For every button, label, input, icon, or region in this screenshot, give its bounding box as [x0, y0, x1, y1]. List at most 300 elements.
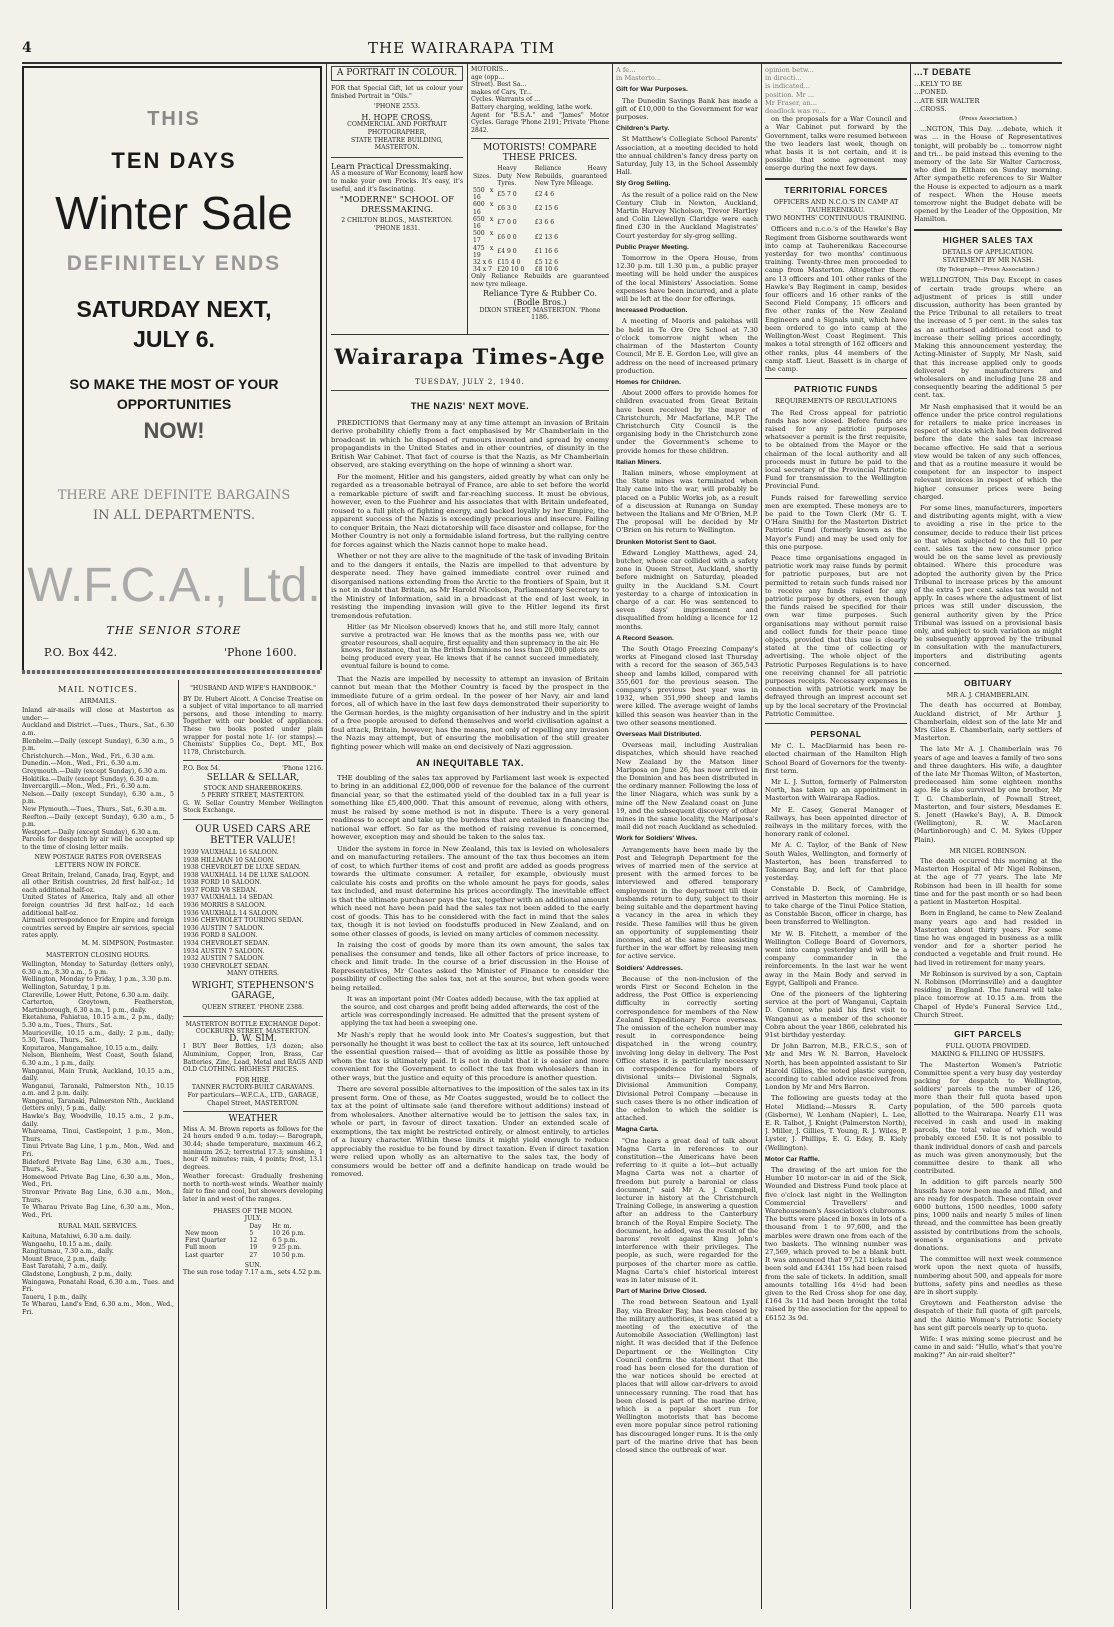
winter-sale-advert — [22, 66, 322, 674]
ad-tagline: THE SENIOR STORE — [106, 624, 242, 637]
tyre-cell: £15 4 0 — [497, 258, 521, 266]
closing-line: Eketahuna, Pahiatua, 10.15 a.m., 2 p.m., daily; 5.30 a.m., Tues., Thurs., Sat. — [22, 1014, 174, 1029]
tyre-cell: £2 15 6 — [534, 204, 558, 212]
news-paragraph: A meeting of Maoris and pakehas will be held in Te Ore Ore School at 7.30 o'clock tomorrow night when the chairman of the Masterton County Council, Mr E. E. Gordon Lee, will give an address on the need of increased primary production. — [616, 317, 758, 375]
press-association-credit: (Press Association.) — [959, 116, 1017, 123]
overseas-line: Airmail correspondence for Empire and foreign countries served by Empire air services, special rates apply. — [22, 917, 174, 940]
news-paragraph: Italian miners, whose employment at the State mines was terminated when Italy came into the war, will probably be placed on a Public Works job, as a result of a discussion at Runanga on Sunday between the Italians and Mr O'Brien, M.P. The proposal will be decided by Mr O'Brien on his return to Wellington. — [616, 468, 758, 535]
rural-line: Mount Bruce, 2 p.m., daily. — [22, 1255, 107, 1263]
postmaster-signature: M. M. SIMPSON, Postmaster. — [81, 940, 174, 947]
news-subhead: Gift for War Purposes. — [616, 86, 688, 94]
rural-line: Wangaehu, 10.15 a.m., daily. — [22, 1240, 113, 1248]
closing-line: Te Wharau Private Bag Line, 6.30 a.m., Mon., Wed., Fri. — [22, 1204, 174, 1219]
car-listing: 1938 CHEVROLET DE LUXE SEDAN. — [183, 864, 301, 872]
car-listing: 1934 CHEVROLET SEDAN. — [183, 940, 270, 948]
news-subhead: Part of Marine Drive Closed. — [616, 1288, 707, 1296]
column-rule — [910, 64, 911, 1609]
moon-cell: 19 — [249, 1244, 258, 1252]
territorial-headline: TERRITORIAL FORCES — [784, 184, 888, 195]
closing-line: Wellington, Saturday, 1 p.m. — [22, 983, 111, 991]
rural-line: Te Wharau, Land's End, 6.30 a.m., Mon., Wed., Fri. — [22, 1301, 174, 1316]
news-paragraph: The committee will next week commence work upon the next quota of hussifs, numbering about 500, and appeals for more buttons, safety pins and needles as these are in short supply. — [914, 1255, 1062, 1297]
bottle-exchange-title: MASTERTON BOTTLE EXCHANGE Depot: — [185, 1020, 321, 1028]
news-paragraph: Mr E. Casey, General Manager of Railways, has been appointed director of railways in the military forces, with the honorary rank of colonel. — [765, 805, 907, 839]
news-paragraph: Edward Longley Matthews, aged 24, butcher, whose car collided with a safety zone in Queen Street, Auckland, shortly before midnight on Saturday, pleaded guilty in the Auckland S.M. Court yesterday to a charge of intoxication in charge of a car. He was sentenced to seven days' imprisonment and disqualified from holding a licence for 12 months. — [616, 548, 758, 631]
rural-line: Gladstone, Longbush, 2 p.m., daily. — [22, 1270, 133, 1278]
news-column-6 — [914, 66, 1062, 1608]
moon-cell: 5 — [249, 1230, 254, 1238]
obituary-subhead: MR NIGEL ROBINSON. — [949, 846, 1027, 855]
news-paragraph: Funds raised for farewelling service men are exempted. These moneys are to be paid to the Town Clerk (Mr G. T. O'Hara Smith) for the Masterton District Patriotic Fund (formerly known as the Mayor's Fund) and may be used only for this one purpose. — [765, 493, 907, 551]
news-paragraph: Mr C. L. MacDiarmid has been re-elected chairman of the Hamilton High School Board of Governors for the twenty-first term. — [765, 742, 907, 775]
news-paragraph: Dr John Barron, M.B., F.R.C.S., son of Mr and Mrs W. N. Barron, Havelock North, has been appointed assistant to Sir Harold Gillies, the noted plastic surgeon, according to cabled advice received from London by Mr and Mrs Barron. — [765, 1042, 907, 1092]
column-rule — [761, 64, 762, 1609]
tyre-cell: £6 0 0 — [497, 233, 517, 241]
editorial-column — [331, 396, 609, 1608]
debate-subhead: ...ATE SIR WALTER — [914, 96, 980, 105]
moon-table-header — [183, 1223, 323, 1230]
moderne-address: 2 CHILTON BLDGS., MASTERTON. 'PHONE 1831. — [341, 217, 453, 232]
airmail-line: Christchurch.—Mon., Wed., Fri., 6.30 a.m. — [22, 752, 156, 760]
news-subhead: Soldiers' Addresses. — [616, 964, 683, 972]
news-subhead: Magna Carta. — [616, 1126, 659, 1134]
tyre-cell: 32 x 6 — [473, 258, 492, 266]
car-listing: 1932 AUSTIN 7 SALOON. — [183, 955, 265, 963]
personal-headline: PERSONAL — [810, 729, 862, 740]
car-listing: 1938 HILLMAN 10 SALOON. — [183, 856, 275, 864]
dressmaking-title: Learn Practical Dressmaking. — [331, 161, 452, 171]
closing-line: Wellington, Monday to Saturday (letters only), 6.30 a.m., 8.30 a.m., 5 p.m. — [22, 961, 174, 976]
debate-subhead: ...PONED. — [914, 88, 948, 97]
closing-line: Mauriceville, 10.15 a.m., daily; 2 p.m., daily; 5.30, Tues., Thurs., Sat. — [22, 1029, 174, 1045]
airmails-heading: AIRMAILS. — [79, 696, 117, 705]
moon-cell: First Quarter — [185, 1237, 227, 1245]
rural-mail-title: RURAL MAIL SERVICES. — [58, 1223, 138, 1231]
news-subhead: Sly Grog Selling. — [616, 180, 671, 188]
debate-subhead: ...KELY TO BE — [914, 80, 962, 89]
tyre-row — [471, 187, 609, 201]
fragment-line: in directi... — [765, 74, 802, 83]
sellar-line: STOCK AND SHAREBROKERS. — [203, 784, 303, 792]
ad-line-make-most: SO MAKE THE MOST OF YOUR — [69, 376, 279, 392]
car-listing: 1937 VAUXHALL 14 SEDAN. — [183, 894, 274, 902]
news-paragraph: For some lines, manufacturers, importers and distributing agents might, with a view to avoiding a rise in the price to the consumer, decide to reduce their list prices so that when subjected to the full 10 per cent. sales tax the new consumer price would be on the same level as previously obtained. Where this procedure was adopted the authority given by the Price Tribunal to increase prices by the amount of the extra 5 per cent. sales tax would not apply. In cases where the adjustment of list prices was still under discussion, the general authority given by the Price Tribunal was issued on a provisional basis only, and subject to such variation as might be subsequently approved by the tribunal in consultation with the manufacturers, importers and distributing agents concerned. — [914, 503, 1062, 668]
editorial-paragraph: There are several possible alternatives to the imposition of the sales tax in its present form. One of these, as Mr Coates suggested, would be to collect the tax at the point of ultimate sale (and therefore without additions) instead of from wholesalers. Another alternative would be to jettison the sales tax, in whole or part, in favour of direct taxation. Under an extended scale of exemptions, the tax might be restricted entirely, or almost entirely, to articles of a luxury character. Within these limits it might yield enough to reduce appreciably the residue to be found by direct taxation. Even if direct taxation were relied upon wholly as an alternative to the sales tax, the body of consumers would be better off and a definite handicap on trade would be removed. — [331, 1085, 609, 1179]
news-paragraph: In addition to gift parcels nearly 500 hussifs have now been made and filled, and are ready for despatch. These contain over 6000 buttons, 1500 needles, 1000 safety pins, 1000 nails and nearly 5 miles of linen thread, and the committee has been greatly assisted by contributions from the schools, women's organisations and private donations. — [914, 1178, 1062, 1253]
editorial-paragraph: Mr Nash's reply that he would look into Mr Coates's suggestion, but that personally he thought it was best to collect the tax at its source, left untouched the essential question raised— that of avoiding as little as possible those by whom the tax is ultimately paid. It is not in doubt that it is easier and more convenient for the Government to collect the tax from wholesalers than in other ways, but the justice and equity of this procedure is another question. — [331, 1031, 609, 1082]
news-paragraph: The South Otago Freezing Company's works at Finegand closed last Thursday with a record for the season of 365,543 sheep and lambs killed, compared with 355,601 for the previous season. The company's previous best year was in 1932, when 351,990 sheep and lambs were killed. The average weight of lambs killed this season was heavier than in the two other seasons mentioned. — [616, 645, 758, 727]
closing-line: Koputaroa, Mangamahoe, 10.15 a.m., daily. — [22, 1044, 159, 1052]
fragment-line: position. Mr ... — [765, 90, 815, 99]
hcross-line: STATE THEATRE BUILDING, — [350, 136, 444, 144]
gift-parcels-headline: GIFT PARCELS — [954, 1028, 1022, 1039]
news-subhead: Italian Miners. — [616, 458, 662, 466]
closing-line: Tinui Private Bag Line, 1 p.m., Mon., Wed. and Fri. — [22, 1143, 174, 1159]
editorial-paragraph: That the Nazis are impelled by necessity to attempt an invasion of Britain cannot but mean that the Mother Country is faced by the prospect in the immediate future of a grim ordeal. In the power of her Navy, air and land forces, all of which have in the last few days demonstrated their superiority to the German hordes, is the mighty organisation of her industry and in the spirit of a free people aroused to defend themselves and world civilisation against a foul attack, Britain, however, has the means, not only of repelling any invasion the Nazis may attempt, but of ensuring the mobilisation of the still greater fighting power which will make an end decisively of Nazi aggression. — [331, 674, 609, 751]
page-number: 4 — [22, 40, 32, 56]
news-subhead: Overseas Mail Distributed. — [616, 731, 702, 739]
news-column-4 — [616, 66, 758, 1608]
airmail-line: Nelson.—Daily (except Sunday), 6.30 a.m., 5 p.m. — [22, 790, 174, 806]
car-listing: 1938 VAUXHALL 14 DE LUXE SALOON. — [183, 871, 311, 879]
car-listing: 1938 FORD 10 SALOON. — [183, 879, 262, 887]
editorial-paragraph: THE doubling of the sales tax approved by Parliament last week is expected to bring in an additional £2,000,000 of revenue for the balance of the current financial year, so that the estimated yield of the doubled tax in a full year is something like £5,400,000. That this amount of revenue, along with others, must be raised by some method is not in dispute. There is a very general readiness to accept and take up the burdens that are entailed in financing the national war effort. So far as the method of raising revenue is concerned, however, exception may and should be taken to the sales tax. — [331, 773, 609, 842]
motor-line: age (opp... — [471, 73, 505, 81]
rural-line: Taueru, 1 p.m., daily. — [22, 1293, 88, 1301]
tyre-cell: £4 9 0 — [497, 248, 517, 256]
news-subhead: Drunken Motorist Sent to Gaol. — [616, 538, 717, 546]
closing-line: Wanganui, Main Trunk, Auckland, 10.15 a.m., daily. — [22, 1067, 174, 1083]
column-rule — [326, 64, 327, 1609]
ad-brand: W.F.C.A., Ltd. — [27, 559, 321, 612]
ad-phone: 'Phone 1600. — [224, 646, 297, 659]
nameplate: Wairarapa Times-Age — [334, 344, 606, 369]
tyre-cell: 600 x 16 — [473, 201, 494, 216]
moon-cell: 12 — [249, 1237, 258, 1245]
portrait-title: A PORTRAIT IN COLOUR. — [331, 66, 463, 81]
portrait-ads — [331, 66, 463, 334]
editorial-headline-nazis: THE NAZIS' NEXT MOVE. — [410, 401, 530, 411]
bottle-exchange-address: COCKBURN STREET, MASTERTON. — [195, 1028, 311, 1036]
tyre-row — [471, 245, 609, 259]
weather-forecast: Weather forecast: Gradually freshening north to north-west winds. Weather mainly fair to fine and cool, but showers developing later in and west of the ranges. — [183, 1173, 323, 1204]
news-paragraph: The death occurred this morning at the Masterton Hospital of Mr Nigel Robinson, at the age of 77 years. The late Mr Robinson had been in ill health for some time and for the past month or so had been a patient in Masterton Hospital. — [914, 857, 1062, 907]
moon-cell: Day — [249, 1222, 262, 1230]
rural-line: Rangitumau, 7.30 a.m., daily. — [22, 1248, 114, 1256]
car-listing: 1937 FORD V8 SEDAN. — [183, 886, 258, 894]
news-paragraph: The death has occurred at Bombay, Auckland district, of Mr Arthur J. Chamberlain, eldest son of the late Mr and Mrs Giles E. Chamberlain, early settlers of Masterton. — [914, 701, 1062, 743]
news-paragraph: The following are guests today at the Hotel Midland:—Messrs R. Carty (Gisborne), W. Lenham (Napier), L. Lee, E. R. Talbot, J. Knight (Palmerston North), J. Miller, J. Gillies, T. Young, R. J. Wiles, P. Lyster, J. Phillips, E. G. Edey, B. Kiely (Wellington). — [765, 1094, 907, 1152]
column-rule — [612, 64, 613, 1609]
news-paragraph: Born in England, he came to New Zealand many years ago and had resided in Masterton about thirty years. For some time he was engaged in business as a milk vendor and for a shorter period he conducted a vegetable and fruit round. He had lived in retirement for many years. — [914, 909, 1062, 967]
motor-line: MOTORIS... — [471, 66, 509, 73]
airmail-line: Auckland and District.—Tues., Thurs., Sat., 6.30 a.m. — [22, 722, 174, 737]
editorial-paragraph: For the moment, Hitler and his gangsters, aided greatly by what can only be regarded as a treasonable betrayal of France, are able to set before the world a remarkable picture of swift and far-reaching success. It must be obvious, however, even to the Fuehrer and his associates that with Britain undefeated, roused to a full pitch of fighting energy, and backed loyally by her Empire, the apparent success of the Nazis is exceedingly precarious and insecure. Failing to conquer Britain, the Nazi dictatorship will face disaster and collapse, for the Mother Country is not only a formidable island fortress, but the rallying centre for forces against which the Nazis cannot hope to make head. — [331, 472, 609, 549]
fragment-line: A fe... — [616, 66, 636, 74]
news-paragraph: The road between Seatoun and Lyall Bay, via Breaker Bay, has been closed by the military authorities, it was stated at a meeting of the executive of the Automobile Association (Wellington) last night. It was decided that if the Defence Department or the Wellington City Council confirm the statement that the road has been closed for the duration of the war notices should be erected at places that will allow car-drivers to avoid unnecessary running. The road that has been closed is part of the marine drive, which is a popular short run for Wellington motorists that has become even more popular since petrol rationing has discouraged longer runs. It is the only part of the marine drive that has been closed since the outbreak of war. — [616, 1298, 758, 1455]
ad-line-saturday: SATURDAY NEXT, — [76, 296, 272, 322]
reliance-address: DIXON STREET, MASTERTON. 'Phone 1186. — [479, 306, 601, 322]
press-association-credit: (By Telegraph—Press Association.) — [936, 267, 1040, 274]
news-paragraph: Mr Robinson is survived by a son, Captain N. Robinson (Morrinsville) and a daughter residing in England. The funeral will take place tomorrow at 10.15 a.m. from the Chapel of Hyde's Funeral Service Ltd., Church Street. — [914, 969, 1062, 1019]
news-paragraph: Peace time organisations engaged in patriotic work may raise funds by permit for patriotic purposes, but are not permitted to retain such funds raised nor to receive any funds raised for any patriotic purpose by others, even though the funds raised be specified for their own war time purposes. Such organisations may without permit raise and collect funds for their peace time objects, provided that this use is clearly stated at the time of collecting or advertising. The whole object of the Patriotic Purposes Regulations is to have one receiving channel for all patriotic purposes receipts. Necessary expenses in connection with patriotic work may be defrayed through an imprest account set up by the local secretary of the Provincial Patriotic Committee. — [765, 553, 907, 718]
closing-line: Wanganui, Taranaki, Palmerston Nth., 10.15 a.m. and 2 p.m. daily. — [22, 1082, 174, 1098]
moon-cell — [183, 1223, 247, 1230]
tyre-cell: Reliance Heavy Rebuilds, guaranteed New Tyre Mileage. — [534, 165, 607, 187]
moon-cell: Last quarter — [185, 1251, 224, 1259]
airmail-line: Hokitika.—Daily (except Sunday), 6.30 a.m. — [22, 775, 160, 783]
news-paragraph: Arrangements have been made by the Post and Telegraph Department for the wives of married men of the service at present with the armed forces to be interviewed and offered temporary employment in the department till their husbands return to duty, subject to their being suitable and the department having a vacancy in the area in which they reside. These families will thus be given an opportunity of supplementing their incomes, and at the same time assisting further in the war effort by releasing men for active service. — [616, 845, 758, 961]
news-paragraph: Tomorrow in the Opera House, from 12.30 p.m. till 1.30 p.m., a public prayer meeting will be held under the auspices of the local Ministers' Association. Some expenses have been incurred, and a plate will be left at the door for offerings. — [616, 254, 758, 304]
reliance-name: Reliance Tyre & Rubber Co. (Bodle Bros.) — [482, 288, 598, 307]
moon-row — [183, 1230, 323, 1237]
editorial-paragraph: PREDICTIONS that Germany may at any time attempt an invasion of Britain derive probability chiefly from a fact emphasised by Mr Chamberlain in the broadcast in which he disposed of rumours invented and spread by enemy propagandists in the United States and in other countries, of disunity in the British War Cabinet. That fact of course is that the Nazis, as Mr Chamberlain observed, are staking everything on the hope of winning a short war. — [331, 418, 609, 469]
news-subhead: A Record Season. — [616, 634, 674, 642]
moon-cell: 27 — [249, 1251, 258, 1259]
bottle-exchange-body: I BUY Beer Bottles, 1/3 dozen; also Aluminium, Copper, Iron, Brass, Car Batteries, Zinc, Lead, Metal and RAGS AND OLD CLOTHING. HIGHEST PRICES. — [183, 1043, 323, 1074]
news-paragraph: The late Mr A. J. Chamberlain was 76 years of age and leaves a family of two sons and three daughters. His wife, a daughter of the late Mr Thomas Wilton, of Masterton, predeceased him some eighteen months ago. He is also survived by one brother, Mr T. G. Chamberlain, of Pownall Street, Masterton, and four sisters, Mesdames E. S. Jenett (Hawke's Bay), A. B. Dimock (Wellington), R. W. MacLaren (Martinborough) and C. M. Sykes (Upper Plain). — [914, 745, 1062, 844]
car-listing: 1930 CHEVROLET SEDAN. — [183, 962, 270, 970]
ad-line-bargains: THERE ARE DEFINITE BARGAINS — [57, 488, 291, 503]
motor-line: Agent for "B.S.A." and "James" Motor Cycles. Garage 'Phone 2191; Private 'Phone 2842. — [471, 111, 609, 134]
motor-line: Battery charging, welding, lathe work. — [471, 103, 593, 111]
tyre-cell: Heavy Duty New Tyres. — [497, 165, 531, 187]
moon-cell: 6 5 p.m. — [272, 1237, 298, 1245]
wright-stephenson-name: WRIGHT, STEPHENSON'S GARAGE, — [191, 981, 315, 1001]
newspaper-title: THE WAIRARAPA TIM — [368, 39, 556, 57]
news-paragraph: "One hears a great deal of talk about Magna Carta in references to our constitution—the Americans have been referring to it quite a lot—but actually Magna Carta was not a charter of freedom but purely a baronial or class document," said Mr A. J. Campbell, lecturer in history at the Christchurch Training College, in answering a question after an address to the Canterbury branch of the Royal Empire Society. The document, he added, was the result of the barons' revolt against King John's interference with their privileges. The people, as such, were regarded for the purposes of the charter more as cattle. Magna Carta's chief historical interest was in later misuse of it. — [616, 1136, 758, 1285]
closing-hours-title: MASTERTON CLOSING HOURS. — [45, 951, 151, 959]
closing-line: Hawke's Bay, Woodville, 10.15 a.m., 2 p.m., daily. — [22, 1113, 174, 1128]
tyre-cell: £2 13 6 — [534, 233, 558, 241]
motor-line: makes of Cars, Tr... — [471, 88, 532, 96]
tyre-cell: £7 0 0 — [497, 219, 517, 227]
tyre-cell: £2 4 6 — [534, 190, 555, 198]
tyre-cell: 475 x 19 — [473, 244, 494, 259]
used-cars-title: OUR USED CARS ARE BETTER VALUE! — [195, 823, 311, 846]
airmail-line: Parcels for despatch by air will be accepted up to the time of closing letter mails. — [22, 836, 174, 851]
tyre-row — [471, 201, 609, 215]
moon-row — [183, 1252, 323, 1259]
tyre-cell: 34 x 7 — [473, 266, 492, 274]
tyre-cell: £3 6 6 — [534, 219, 555, 227]
sellar-line: G. W. Sellar Country Member Wellington Stock Exchange. — [183, 799, 323, 815]
hcross-name: H. HOPE CROSS, — [361, 112, 433, 122]
news-paragraph: on the proposals for a War Council and a War Cabinet put forward by the Government, talks were resumed between the two leaders last week, though on what basis it is not certain, and it is possible that some agreement may emerge during the next few days. — [765, 115, 907, 173]
tyre-cell: £1 16 6 — [534, 248, 558, 256]
sellar-name: SELLAR & SELLAR, — [206, 772, 300, 783]
rural-line: Kaituna, Matahiwi, 6.30 a.m. daily. — [22, 1232, 132, 1240]
airmail-line: New Plymouth.—Tues., Thurs., Sat., 6.30 a.m. — [22, 805, 167, 813]
sellar-line: 5 PERRY STREET, MASTERTON. — [201, 792, 305, 800]
portrait-phone: 'PHONE 2553. — [374, 103, 420, 111]
sun-times: The sun rose today 7.17 a.m., sets 4.52 p.m. — [183, 1269, 322, 1277]
car-listing: 1936 MORRIS 8 SALOON. — [183, 902, 266, 910]
ad-line-july: JULY 6. — [133, 326, 215, 352]
debate-subhead: ...CROSS. — [914, 104, 947, 113]
moon-cell: New moon — [185, 1230, 219, 1238]
news-subhead: Children's Party. — [616, 125, 670, 133]
news-paragraph: Overseas mail, including Australian dispatches, which should have reached New Zealand by the Matson liner Mariposa on June 26, has now arrived in the Dominion and has been distributed in the ordinary manner. Following the loss of the liner Niagara, which was sunk by a mine off the New Zealand coast on June 19, and the subsequent discovery of other mines in the same locality, the Mariposa's mail did not reach Auckland as scheduled. — [616, 741, 758, 832]
for-hire-contact: For particulars—W.F.C.A., LTD., GARAGE, Chapel Street, MASTERTON. — [187, 1091, 319, 1107]
column-rule — [467, 64, 468, 334]
tyre-cell: £20 10 0 — [497, 266, 525, 274]
moon-cell: 9 25 p.m. — [272, 1244, 302, 1252]
motor-line: Cycles. Warrants of ... — [471, 96, 541, 104]
sales-tax-subhead: DETAILS OF APPLICATION. — [942, 247, 1034, 256]
overseas-line: Great Britain, Ireland, Canada, Iraq, Egypt, and all other British countries, 2d first half-oz.; 1d each additional half-oz. — [22, 871, 174, 894]
moderne-name: "MODERNE" SCHOOL OF DRESSMAKING. — [339, 195, 455, 216]
motor-line: Street). Best Sa... — [471, 81, 527, 89]
for-hire-body: TANNER FACTORY-BUILT CARAVANS. — [191, 1084, 315, 1092]
news-paragraph: Constable D. Beck, of Cambridge, arrived in Masterton this morning. He is to take charge of the Tinui Police Station, as Constable Bacon, officer in charge, has been transferred to Wellington. — [765, 885, 907, 927]
news-column-5 — [765, 66, 907, 1608]
hcross-line: MASTERTON. — [374, 144, 420, 152]
closing-line: Stronvar Private Bag Line, 6.30 a.m., Mon., Thurs. — [22, 1189, 174, 1204]
moon-row — [183, 1237, 323, 1244]
sales-tax-subhead: STATEMENT BY MR NASH. — [942, 256, 1034, 265]
moon-month: JULY. — [244, 1215, 262, 1223]
ad-po-box: P.O. Box 442. — [44, 646, 117, 659]
fragment-line: is indicated... — [765, 82, 810, 91]
closing-line: Whareama, Tinui, Castlepoint, 1 p.m., Mon., Thurs. — [22, 1128, 174, 1143]
ad-line-opportunities: OPPORTUNITIES — [116, 396, 232, 412]
ad-line-definitely-ends: DEFINITELY ENDS — [66, 252, 282, 275]
sales-tax-headline: HIGHER SALES TAX — [942, 234, 1034, 245]
fragment-line: Mr Fraser, an... — [765, 98, 818, 107]
handbook-title: "HUSBAND AND WIFE'S HANDBOOK." — [190, 685, 316, 692]
editorial-paragraph: In raising the cost of goods by more than its own amount, the sales tax penalises the consumer and tends, like all other factors of price increase, to check and limit trade. In the course of a brief discussion in the House of Representatives, Mr Coates asked the Minister of Finance to consider the possibility of collecting the sales tax, not at the source, but when goods were being retailed. — [331, 941, 609, 992]
closing-line: Homewood Private Bag Line, 6.30 a.m., Mon., Wed., Fri. — [22, 1173, 174, 1189]
ad-line-departments: IN ALL DEPARTMENTS. — [93, 508, 255, 523]
handbook-body: BY Dr. Hubert Alcott. A Concise Treatise on a subject of vital importance to all married persons, and those intending to marry. Together with our booklet of appliances. These two books posted under plain wrapper for postal note 1/- (or stamps).—Chemists' Supplies Co., Dept. MT., Box 1178, Christchurch. — [183, 695, 323, 756]
moon-cell: Hr. m. — [272, 1222, 292, 1230]
news-paragraph: Mr Nash emphasised that it would be an offence under the price control regulations for retailers to make price increases in respect of stocks which had been delivered before the date the sales tax increase became effective. He said that a serious view would be taken of any such offences, and that as a routine measure it would be competent for an inspector to inspect relevant invoices in respect of which the higher consumer prices were being charged. — [914, 402, 1062, 501]
closing-line: Bideford Private Bag Line, 6.30 a.m., Tues., Thurs., Sat. — [22, 1158, 174, 1174]
tyre-cell: 550 x 16 — [473, 186, 494, 202]
dressmaking-body: AS a measure of War Economy, learn how to make your own Frocks. It's easy, it's useful, and it's fascinating. — [331, 170, 463, 193]
news-paragraph: WELLINGTON, This Day. Except in cases of certain trade groups where an adjustment of prices is still under discussion, authority has been granted by the Price Tribunal to all retailers to treat the increase of 5 per cent. in the sales tax as an authorised additional cost and to increase their selling prices accordingly, Making this announcement yesterday, the Acting-Minister of Supply, Mr Nash, said that this increase applied only to goods delivered by manufacturers and wholesalers on and including June 28 and consequently bearing the additional 5 per cent. tax. — [914, 276, 1062, 400]
news-paragraph: Officers and n.c.o.'s of the Hawke's Bay Regiment from Gisborne southwards went into camp at Tauherenikau Racecourse yesterday for two months' continuous training. Twenty-three men proceeded to camp from Masterton. Altogether there are 13 officers and 101 other ranks of the Hawke's Bay Regiment in camp, besides four officers and 16 other ranks of the Second Field Company, 15 officers and five other ranks of the New Zealand Engineers and a Signals unit, which have been ordered to go into camp at the Wellington-West Coast Regiment. This makes a total strength of 162 officers and other ranks, plus 44 members of the camp staff. Lieut. Bassett is in charge of the camp. — [765, 225, 907, 373]
news-paragraph: As the result of a police raid on the New Century Club in Newton, Auckland, Martin Harvey Nicholson, Trevor Hartley and Colin Llewellyn Claridge were each fined £30 in the Auckland Magistrates' Court yesterday for sly-grog selling. — [616, 190, 758, 240]
news-paragraph: The Dunedin Savings Bank has made a gift of £10,000 to the Government for war purposes. — [616, 96, 758, 122]
car-listing: 1936 AUSTIN 7 SALOON. — [183, 924, 265, 932]
obituary-headline: OBITUARY — [963, 678, 1013, 689]
gift-parcels-subhead: FULL QUOTA PROVIDED. — [945, 1042, 1031, 1051]
closing-line: Clareville, Lower Hutt, Petone, 6.30 a.m. daily. — [22, 991, 169, 999]
rural-line: Waingawa, Ponatahi Road, 6.30 a.m., Tues. and Fri. — [22, 1278, 174, 1294]
ad-border-pattern — [22, 670, 322, 674]
sellar-box: P.O. Box 54. — [183, 765, 221, 773]
moon-row — [183, 1244, 323, 1251]
airmail-line: Invercargill.—Mon., Wed., Fri., 6.30 a.m. — [22, 783, 151, 791]
ad-line-winter-sale: Winter Sale — [55, 187, 293, 239]
news-subhead: Motor Car Raffle. — [765, 1155, 820, 1163]
wright-stephenson-address: QUEEN STREET. 'PHONE 2388. — [202, 1004, 304, 1011]
news-paragraph: Mr A. C. Taylor, of the Bank of New South Wales, Wellington, and formerly of Masterton, has been transferred to Tokomaru Bay, and left for that place yesterday. — [765, 841, 907, 883]
news-subhead: Public Prayer Meeting. — [616, 243, 689, 251]
tyre-prices-title: MOTORISTS! COMPARE THESE PRICES. — [483, 143, 597, 164]
news-paragraph: Mr W. B. Fitchett, a member of the Wellington College Board of Governors, went into camp yesterday and will be a company commander in the reinforcements. In the last war he went away in the Main Body and served in Egypt, Gallipoli and France. — [765, 929, 907, 987]
tyre-cell: £6 3 0 — [497, 204, 517, 212]
closing-line: Nelson, Blenheim, West Coast, South Island, 6.30 a.m., 1 p.m., daily. — [22, 1052, 174, 1067]
news-paragraph: Because of the non-inclusion of the words First or Second Echelon in the address, the Post Office is experiencing difficulty in correctly sorting correspondence for members of the New Zealand Expeditionary Force overseas. The omission of the echelon number may result in correspondence being dispatched in the wrong country, involving long delay in delivery. The Post Office states it is particularly necessary on correspondence for members of divisional units— Divisional Signals, Divisional Ammunition Company, Divisional Petrol Company —because in such cases there is no other indication of the echelon to which the soldier is attached. — [616, 974, 758, 1123]
editorial-top-rule — [331, 334, 609, 335]
sun-title: SUN. — [244, 1261, 262, 1269]
bottle-exchange-name: D. W. SIM. — [229, 1033, 277, 1044]
news-paragraph: ...NGTON, This Day. ...debate, which it was ... in the House of Representatives tonight, will probably be ... tomorrow night and tri... be paid instead this evening to the memory of the late Sir Walter Carncross, who died in Eltham on Sunday morning. After sympathetic references to Sir Walter the House is expected to adjourn as a mark of respect. When the House meets tomorrow night the Budget debate will be opened by the Leader of the Opposition, Mr Hamilton. — [914, 125, 1062, 224]
tyre-row — [471, 216, 609, 230]
rural-line: East Taratahi, 7 a.m., daily. — [22, 1263, 108, 1271]
news-paragraph: The Masterton Women's Patriotic Committee spent a very busy day yesterday packing for despatch to Wellington, soldiers' parcels to the number of 126, more than their full quota based upon population, of the 500 parcels quota allotted to the Wairarapa. Nearly £11 was received in cash and used in making parcels, the total value of which would probably exceed £50. It is not possible to thank individual donors of cash and parcels as much was given anonymously, but the committee desire to thank all who contributed. — [914, 1060, 1062, 1176]
news-paragraph: One of the pioneers of the lightering service at the port of Wanganui, Captain D. Connor, who paid his first visit to Wanganui as a member of the schooner Cobra about the year 1866, celebrated his 91st birthday yesterday. — [765, 989, 907, 1039]
classified-ads-column — [183, 682, 323, 1612]
car-listing: 1939 VAUXHALL 16 SALOON. — [183, 848, 279, 856]
moon-cell: Full moon — [185, 1244, 217, 1252]
moon-cell: 10 26 p.m. — [272, 1230, 306, 1238]
airmail-line: Inland air-mails will close at Masterton as under:— — [22, 707, 174, 722]
territorial-subhead: TWO MONTHS' CONTINUOUS TRAINING. — [765, 214, 907, 223]
mail-notices-column — [22, 682, 174, 1612]
airmail-line: Reefton.—Daily (except Sunday), 6.30 a.m., 5 p.m. — [22, 813, 174, 829]
weather-title: WEATHER — [228, 1114, 278, 1125]
news-paragraph: The drawing of the art union for the Humber 10 motor-car in aid of the Sick, Wounded and Distress Fund took place at five o'clock last night in the Wellington Commercial Travellers' and Warehousemen's Association's clubrooms. The butts were placed in boxes in lots of a thousand from 1 to 97,600, and the marbles were drawn one from each of the two baskets. The winning number was 27,569, which proved to be a blank butt. It was announced that 97,521 tickets had been sold and £4341 15s had been raised from the sale of tickets. In addition, small amounts totalling 16s 4½d had been given to the Red Cross shop for one day, £164 3s 11d had been brought the total raised by the association for the appeal to £6152 3s 9d. — [765, 1165, 907, 1322]
news-subhead: Work for Soldiers' Wives. — [616, 835, 698, 843]
ad-line-now: NOW! — [143, 418, 205, 443]
tyre-cell: Sizes. — [473, 172, 492, 180]
cars-more: MANY OTHERS. — [226, 970, 280, 978]
motor-ads — [471, 66, 609, 334]
overseas-rates-title: NEW POSTAGE RATES FOR OVERSEAS LETTERS NOW IN FORCE. — [34, 854, 162, 870]
moon-phases-title: PHASES OF THE MOON. — [213, 1207, 293, 1215]
tyre-cell: £5 12 6 — [534, 258, 558, 266]
car-listing: 1936 FORD 8 SALOON. — [183, 932, 258, 940]
car-listing: 1934 AUSTIN 7 SALOON. — [183, 947, 265, 955]
patriotic-headline: PATRIOTIC FUNDS — [794, 384, 878, 395]
news-paragraph: St Matthew's Collegiate School Parents' Association, at a meeting decided to hold the annual children's fancy dress party on Saturday, July 13, in the School Assembly Hall. — [616, 135, 758, 177]
fragment-line: opinion betw... — [765, 66, 814, 74]
airmail-line: Greymouth.—Daily (except Sunday), 6.30 a.m. — [22, 767, 168, 775]
news-paragraph: About 2000 offers to provide homes for children evacuated from Great Britain have been received by the mayor of Christchurch, Mr Macfarlane, M.P. The Christchurch City Council is the organising body in the Christchurch zone under the Government's scheme to provide homes for these children. — [616, 389, 758, 455]
airmail-line: Blenheim.—Daily (except Sunday), 6.30 a.m., 5 p.m. — [22, 737, 174, 753]
news-paragraph: Greytown and Featherston advise the despatch of their full quota of gift parcels, and the Akitio Women's Patriotic Society has sent gift parcels nearly up to quota. — [914, 1299, 1062, 1332]
airmail-line: Dunedin.—Mon., Wed., Fri., 6.30 a.m. — [22, 760, 141, 768]
tyre-cell: 500 x 17 — [473, 230, 494, 245]
news-paragraph: Mr L. J. Sutton, formerly of Palmerston North, has taken up an appointment in Masterton with Wairarapa Radios. — [765, 778, 907, 803]
news-paragraph: Wife: I was mixing some piecrust and he came in and said: "Hullo, what's that you're making?" An air-raid shelter?" — [914, 1335, 1062, 1360]
tyre-row — [471, 230, 609, 244]
territorial-subhead: OFFICERS AND N.C.O.'S IN CAMP AT TAUHERENIKAU. — [773, 197, 899, 215]
editorial-paragraph: Under the system in force in New Zealand, this tax is levied on wholesalers and on manufacturing retailers. The amount of the tax thus becomes an item of cost, to which further items of cost and profit are added as goods progress towards the ultimate consumer. A retailer, for example, obviously must calculate his costs and profits on the whole amount he pays for goods, sales tax included, and must determine his prices accordingly. The inevitable effect is that the ultimate purchaser pays the tax, together with an additional amount which need not have been paid had the sales tax not been added to the early cost of goods. This has to be considered with the fact in mind that the sales tax, though it is not levied on foodstuffs produced in New Zealand, and on some other classes of goods, is levied on many articles of common necessity. — [331, 844, 609, 938]
debate-headline: ...T DEBATE — [914, 67, 972, 77]
tyre-row — [471, 259, 609, 266]
closing-line: Carterton, Greytown, Featherston, Martinborough, 6.30 a.m., 1 p.m., daily. — [22, 999, 174, 1014]
editorial-quote: Hitler (as Mr Nicolson observed) knows that he, and still more Italy, cannot survive a protracted war. He knows that as the months pass we, with our greater resources, shall acquire, first equality and then supremacy in the air. He knows, for instance, that in the British Dominions no less than 20,000 pilots are being produced every year. He knows that if he cannot succeed immediately, eventual failure is bound to come. — [341, 624, 599, 670]
ad-line-ten-days: TEN DAYS — [111, 148, 237, 173]
tyre-cell: £8 10 6 — [534, 266, 558, 274]
closing-line: Wellington, Monday to Friday, 1 p.m., 3.30 p.m. — [22, 976, 172, 984]
portrait-body: FOR that Special Gift, let us colour your finished Portrait in "Oils." — [331, 85, 463, 100]
news-paragraph: The Red Cross appeal for patriotic funds has now closed. Before funds are raised for any patriotic purposes whatsoever a permit is the first requisite, to be obtained from the Mayor or the chairman of the local authority and all proceeds must in future be paid to the local secretary of the Provincial Patriotic Fund for transmission to the Wellington Provincial Fund. — [765, 408, 907, 491]
sellar-phone: 'Phone 1216. — [282, 765, 323, 773]
car-listing: 1936 VAUXHALL 14 SALOON. — [183, 909, 279, 917]
obituary-subhead: MR A. J. CHAMBERLAIN. — [946, 691, 1030, 700]
fragment-line: in Masterto... — [616, 74, 662, 83]
tyre-table-header — [471, 165, 609, 187]
editorial-headline-tax: AN INEQUITABLE TAX. — [416, 758, 524, 769]
airmail-line: Westport.—Daily (except Sunday), 6.30 a.m. — [22, 828, 161, 836]
gift-parcels-subhead: MAKING & FILLING OF HUSSIFS. — [930, 1050, 1046, 1059]
weather-report: Miss A. M. Brown reports as follows for the 24 hours ended 9 a.m. today:— Barograph, 30.44; shade temperature, maximum 46.2, minimum 26.2; terrestrial 17.3; sunshine, 1 hour 45 minutes; rain, 4 points; frost, 13.1 degrees. — [183, 1125, 323, 1171]
tyre-row — [471, 266, 609, 273]
moon-table — [183, 1223, 323, 1259]
tyre-cell: 650 x 16 — [473, 215, 494, 230]
fragment-line: deadlock was re... — [765, 107, 826, 116]
for-hire-title: FOR HIRE. — [235, 1076, 271, 1084]
tyre-price-table — [471, 165, 609, 273]
column-rule — [178, 680, 179, 1610]
news-subhead: Increased Production. — [616, 307, 688, 315]
tyre-note: Only Reliance Rebuilds are guaranteed new tyre mileage. — [471, 273, 609, 288]
closing-line: Wanganui, Taranaki, Palmerston Nth., Auckland (letters only), 5 p.m., daily. — [22, 1097, 174, 1113]
mail-notices-title: MAIL NOTICES. — [58, 685, 138, 694]
editorial-date: TUESDAY, JULY 2, 1940. — [331, 378, 609, 391]
ad-line-this: THIS — [147, 108, 201, 130]
news-subhead: Homes for Children. — [616, 378, 681, 386]
car-listing: 1936 CHEVROLET TOURING SEDAN. — [183, 917, 304, 925]
masthead-rule — [22, 62, 1062, 64]
tyre-cell: £5 7 0 — [497, 190, 517, 198]
